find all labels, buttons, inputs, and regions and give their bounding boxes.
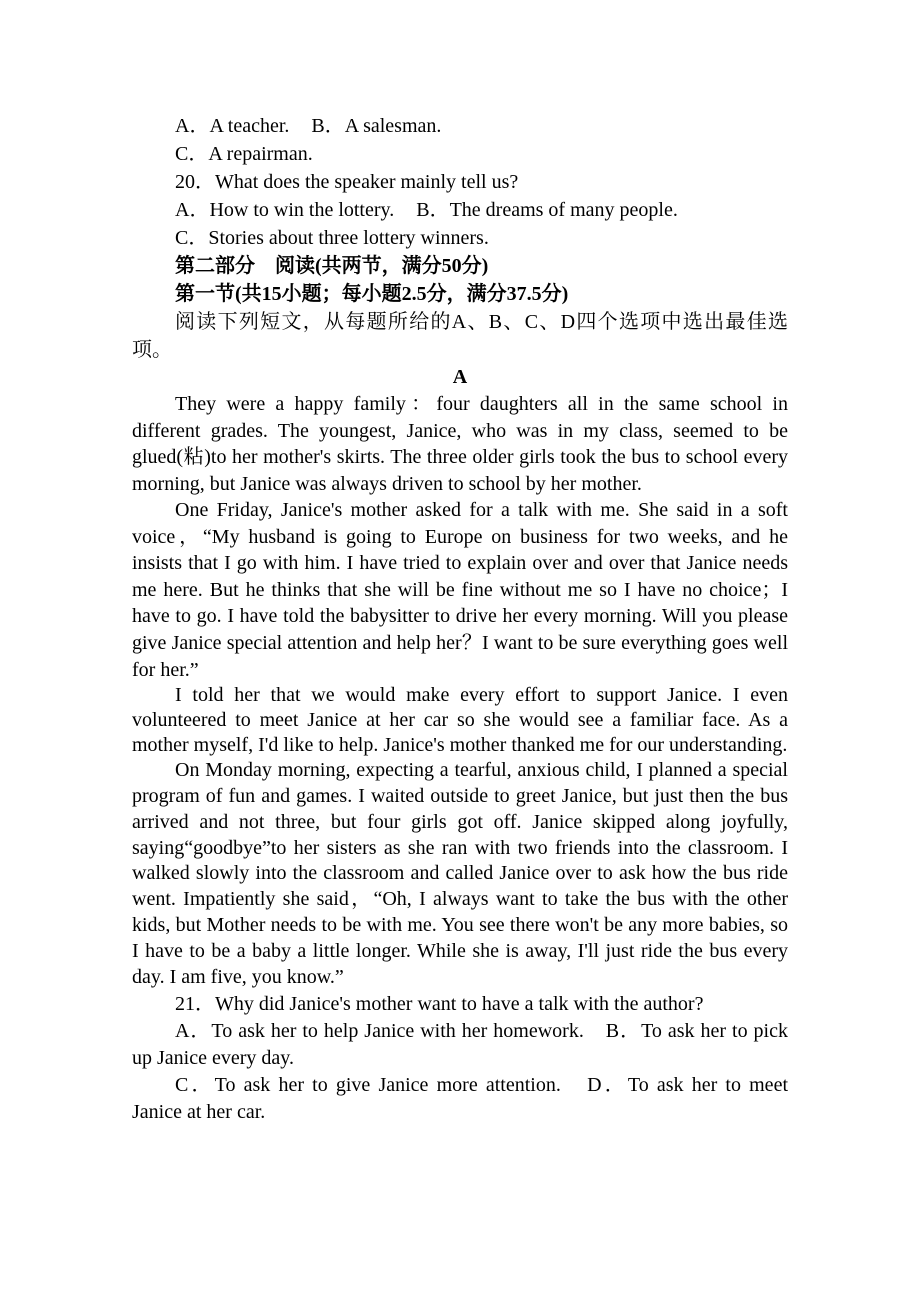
q19-options-row-1: [132, 112, 788, 140]
q19-option-b: B．A salesman.: [311, 115, 442, 137]
part-heading: 第二部分 阅读(共两节，满分50分): [175, 255, 489, 277]
passage-paragraph-1: They were a happy family：four daughters all in the same school in different grades. The youngest, Janice, who was in my class, seemed to be glued(粘)to her mother's skirts. The three older girls took the bus to school every morning, but Janice was always driven to school by her mother.: [132, 393, 788, 495]
subsection-heading: 第一节(共15小题；每小题2.5分，满分37.5分): [175, 283, 569, 305]
passage-paragraph-4: On Monday morning, expecting a tearful, anxious child, I planned a special program of fun and games. I waited outside to greet Janice, but just then the bus arrived and not three, but four girls got off. Janice skipped along joyfully, saying“goodbye”to her sisters as she ran with two friends into the classroom. I walked slowly into the classroom and called Janice over to ask how the bus ride went. Impatiently she said，“Oh, I always want to take the bus with the other kids, but Mother needs to be with me. You see there won't be any more babies, so I have to be a baby a little longer. While she is away, I'll just ride the bus every day. I am five, you know.”: [132, 759, 788, 988]
q20-option-a: A．How to win the lottery.: [175, 199, 395, 221]
passage-label: A: [452, 366, 468, 388]
passage-paragraph-2: One Friday, Janice's mother asked for a talk with me. She said in a soft voice，“My husband is going to Europe on business for two weeks, and he insists that I go with him. I have tried to explain over and over that Janice needs me here. But he thinks that she will be fine without me so I have no choice；I have to go. I have told the babysitter to drive her every morning. Will you please give Janice special attention and help her？I want to be sure everything goes well for her.”: [132, 499, 788, 681]
q20-option-c: C．Stories about three lottery winners.: [175, 227, 489, 249]
q19-option-c: C．A repairman.: [175, 143, 313, 165]
q20-question: 20．What does the speaker mainly tell us?: [175, 171, 519, 193]
passage-paragraph-3: I told her that we would make every effort to support Janice. I even volunteered to meet Janice at her car so she would see a familiar face. As a mother myself, I'd like to help. Janice's mother thanked me for our understanding.: [132, 684, 788, 757]
q19-option-a: A．A teacher.: [175, 115, 290, 137]
q20-option-b: B．The dreams of many people.: [416, 199, 678, 221]
reading-instruction: 阅读下列短文，从每题所给的A、B、C、D四个选项中选出最佳选项。: [132, 311, 788, 361]
q21-options-ab: A．To ask her to help Janice with her homework. B．To ask her to pick up Janice every day.: [132, 1020, 788, 1070]
exam-page: [132, 112, 788, 1126]
q21-question: 21．Why did Janice's mother want to have a talk with the author?: [175, 993, 704, 1016]
q21-options-cd: C．To ask her to give Janice more attention. D．To ask her to meet Janice at her car.: [132, 1074, 788, 1124]
q20-options-row-1: [132, 196, 788, 224]
